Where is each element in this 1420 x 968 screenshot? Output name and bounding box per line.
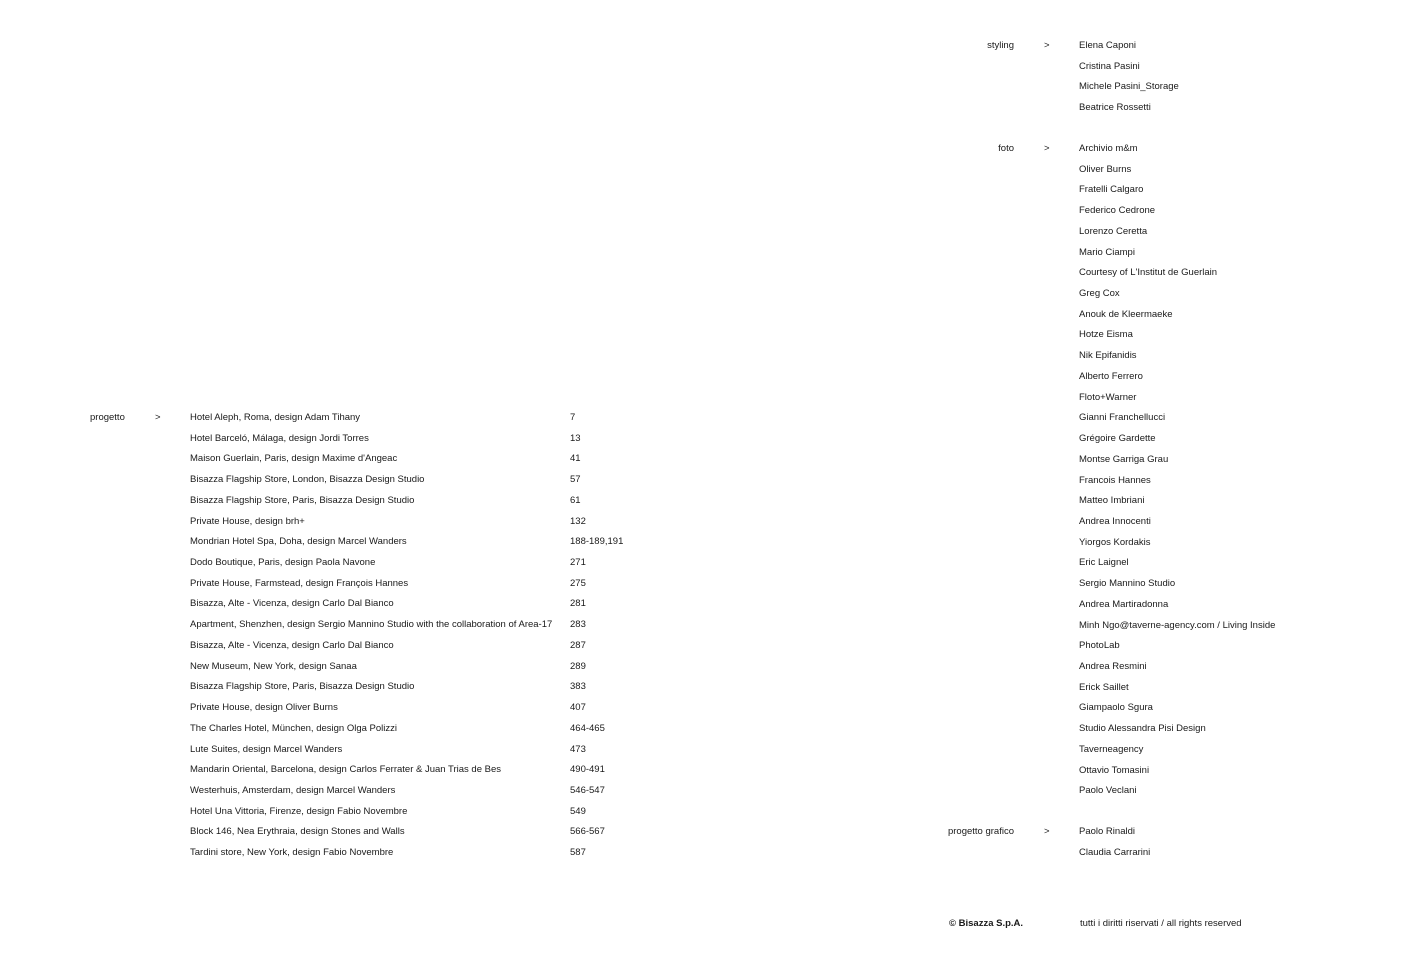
grafico-list bbox=[1079, 826, 1150, 867]
project-page: 407 bbox=[570, 702, 586, 714]
credit-name: Courtesy of L'Institut de Guerlain bbox=[1079, 267, 1218, 279]
credit-name: Archivio m&m bbox=[1079, 143, 1138, 154]
credit-name: Fratelli Calgaro bbox=[1079, 184, 1144, 196]
credit-name: Giampaolo Sgura bbox=[1079, 702, 1153, 714]
credit-name: Matteo Imbriani bbox=[1079, 495, 1145, 507]
credit-name: Lorenzo Ceretta bbox=[1079, 225, 1148, 237]
project-title: The Charles Hotel, München, design Olga Polizzi bbox=[190, 722, 397, 734]
project-title: New Museum, New York, design Sanaa bbox=[190, 660, 357, 672]
credit-name: Mario Ciampi bbox=[1079, 246, 1135, 258]
project-page: 188-189,191 bbox=[570, 536, 624, 548]
project-page: 289 bbox=[570, 660, 586, 672]
styling-label: styling bbox=[987, 40, 1014, 51]
project-page: 132 bbox=[570, 515, 586, 527]
project-page: 13 bbox=[570, 432, 581, 444]
project-title: Private House, design brh+ bbox=[190, 515, 305, 527]
credit-name: Sergio Mannino Studio bbox=[1079, 578, 1176, 590]
rights-notice: tutti i diritti riservati / all rights reserved bbox=[1080, 918, 1242, 929]
styling-arrow: > bbox=[1044, 40, 1050, 51]
project-page: 587 bbox=[570, 847, 586, 859]
foto-label: foto bbox=[998, 143, 1014, 154]
credit-name: Federico Cedrone bbox=[1079, 205, 1156, 217]
project-page: 41 bbox=[570, 453, 581, 465]
progetto-label: progetto bbox=[90, 412, 125, 423]
project-page: 473 bbox=[570, 743, 586, 755]
credit-name: Andrea Resmini bbox=[1079, 660, 1147, 672]
credit-name: Studio Alessandra Pisi Design bbox=[1079, 723, 1206, 735]
credit-name: Anouk de Kleermaeke bbox=[1079, 308, 1173, 320]
credit-name: Ottavio Tomasini bbox=[1079, 764, 1150, 776]
project-title: Mandarin Oriental, Barcelona, design Carlos Ferrater & Juan Trias de Bes bbox=[190, 764, 502, 776]
credit-name: Andrea Martiradonna bbox=[1079, 598, 1169, 610]
project-page: 271 bbox=[570, 557, 586, 569]
credit-name: Francois Hannes bbox=[1079, 474, 1151, 486]
project-title: Bisazza Flagship Store, Paris, Bisazza Design Studio bbox=[190, 494, 415, 506]
project-title: Private House, Farmstead, design François Hannes bbox=[190, 577, 409, 589]
project-title: Westerhuis, Amsterdam, design Marcel Wanders bbox=[190, 784, 396, 796]
credit-name: Minh Ngo@taverne-agency.com / Living Inside bbox=[1079, 619, 1276, 631]
credit-name: Grégoire Gardette bbox=[1079, 433, 1156, 445]
credit-name: Cristina Pasini bbox=[1079, 60, 1140, 72]
credit-name: Nik Epifanidis bbox=[1079, 350, 1137, 362]
project-title: Private House, design Oliver Burns bbox=[190, 702, 338, 714]
credit-name: Alberto Ferrero bbox=[1079, 370, 1143, 382]
project-title: Mondrian Hotel Spa, Doha, design Marcel Wanders bbox=[190, 536, 407, 548]
grafico-arrow: > bbox=[1044, 826, 1050, 837]
foto-list bbox=[1079, 143, 1275, 806]
project-title: Bisazza, Alte - Vicenza, design Carlo Dal Bianco bbox=[190, 598, 394, 610]
project-title: Hotel Aleph, Roma, design Adam Tihany bbox=[190, 412, 361, 423]
grafico-label: progetto grafico bbox=[947, 826, 1014, 837]
credit-name: Hotze Eisma bbox=[1079, 329, 1133, 341]
project-page: 464-465 bbox=[570, 722, 605, 734]
project-title: Tardini store, New York, design Fabio Novembre bbox=[190, 847, 394, 859]
project-page: 61 bbox=[570, 494, 581, 506]
progetto-arrow: > bbox=[155, 412, 161, 423]
foto-arrow: > bbox=[1044, 143, 1050, 154]
credit-name: Montse Garriga Grau bbox=[1079, 453, 1169, 465]
project-page: 287 bbox=[570, 639, 586, 651]
project-page: 7 bbox=[570, 412, 576, 423]
project-page: 275 bbox=[570, 577, 586, 589]
credit-name: Paolo Rinaldi bbox=[1079, 826, 1135, 837]
credit-name: Elena Caponi bbox=[1079, 40, 1137, 51]
credit-name: Eric Laignel bbox=[1079, 557, 1129, 569]
credit-name: Gianni Franchellucci bbox=[1079, 412, 1166, 424]
project-title: Bisazza, Alte - Vicenza, design Carlo Dal Bianco bbox=[190, 639, 394, 651]
project-title: Maison Guerlain, Paris, design Maxime d'Angeac bbox=[190, 453, 398, 465]
project-page: 546-547 bbox=[570, 784, 605, 796]
project-page: 549 bbox=[570, 805, 586, 817]
credit-name: Floto+Warner bbox=[1079, 391, 1137, 403]
credit-name: Erick Saillet bbox=[1079, 681, 1129, 693]
project-title: Apartment, Shenzhen, design Sergio Mannino Studio with the collaboration of Area-17 bbox=[190, 619, 553, 631]
project-title: Bisazza Flagship Store, Paris, Bisazza Design Studio bbox=[190, 681, 415, 693]
project-page: 283 bbox=[570, 619, 586, 631]
project-title: Block 146, Nea Erythraia, design Stones and Walls bbox=[190, 826, 405, 838]
credit-name: Paolo Veclani bbox=[1079, 785, 1137, 797]
project-title: Hotel Barceló, Málaga, design Jordi Torres bbox=[190, 432, 369, 444]
credit-name: Oliver Burns bbox=[1079, 163, 1132, 175]
credit-name: Claudia Carrarini bbox=[1079, 846, 1151, 858]
project-page: 566-567 bbox=[570, 826, 605, 838]
credit-name: Taverneagency bbox=[1079, 743, 1144, 755]
project-page: 57 bbox=[570, 474, 581, 486]
credit-name: Michele Pasini_Storage bbox=[1079, 81, 1179, 93]
copyright: © Bisazza S.p.A. bbox=[949, 918, 1024, 929]
credit-name: Yiorgos Kordakis bbox=[1079, 536, 1151, 548]
credit-name: PhotoLab bbox=[1079, 640, 1120, 652]
credit-name: Andrea Innocenti bbox=[1079, 515, 1151, 527]
credit-name: Greg Cox bbox=[1079, 288, 1120, 300]
project-title: Lute Suites, design Marcel Wanders bbox=[190, 743, 343, 755]
credit-name: Beatrice Rossetti bbox=[1079, 102, 1151, 114]
project-title: Bisazza Flagship Store, London, Bisazza Design Studio bbox=[190, 474, 425, 486]
project-title: Hotel Una Vittoria, Firenze, design Fabio Novembre bbox=[190, 805, 408, 817]
project-page: 383 bbox=[570, 681, 586, 693]
styling-list bbox=[1079, 40, 1179, 123]
project-page: 490-491 bbox=[570, 764, 605, 776]
project-title: Dodo Boutique, Paris, design Paola Navone bbox=[190, 557, 376, 569]
project-page: 281 bbox=[570, 598, 586, 610]
